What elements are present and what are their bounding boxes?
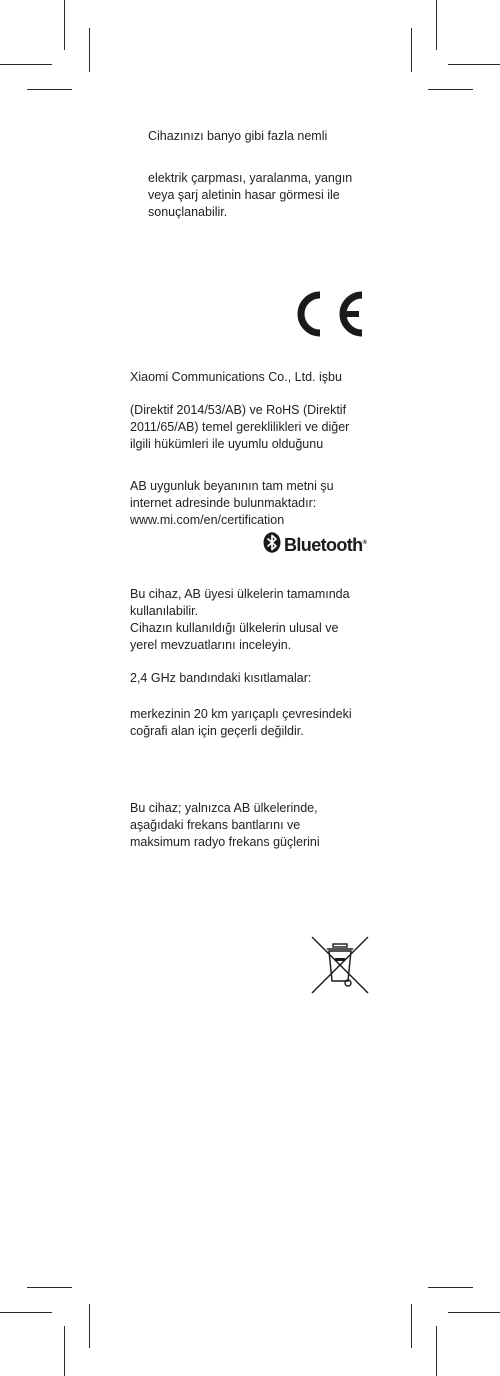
bluetooth-wordmark: Bluetooth® [284,534,367,555]
text-line: merkezinin 20 km yarıçaplı çevresindeki [130,707,352,721]
text-line: Bu cihaz, AB üyesi ülkelerin tamamında [130,587,350,601]
crop-mark [0,64,52,65]
paragraph-humidity-warning [148,128,327,145]
crop-mark [428,1287,473,1288]
bluetooth-logo [263,532,366,558]
text-line: Xiaomi Communications Co., Ltd. işbu [130,370,342,384]
ce-mark-icon [286,288,368,340]
crop-mark [0,1312,52,1313]
certification-link[interactable]: www.mi.com/en/certification [130,513,285,527]
text-line: ilgili hükümleri ile uyumlu olduğunu [130,437,324,451]
text-line: veya şarj aletinin hasar görmesi ile [148,188,340,202]
crop-mark [89,1304,90,1348]
text-line: internet adresinde bulunmaktadır: [130,496,317,510]
text-line: kullanılabilir. [130,604,199,618]
crop-mark [448,64,500,65]
paragraph-manufacturer-declaration [130,369,342,386]
text-line: maksimum radyo frekans güçlerini [130,835,320,849]
paragraph-directive-compliance [130,402,349,453]
crop-mark [428,89,473,90]
crop-mark [436,1326,437,1376]
crop-mark [411,1304,412,1348]
text-line: coğrafi alan için geçerli değildir. [130,724,304,738]
text-line: Cihazınızı banyo gibi fazla nemli [148,129,328,143]
text-line: elektrik çarpması, yaralanma, yangın [148,171,353,185]
bluetooth-logo-icon [263,532,281,558]
crop-mark [27,1287,72,1288]
text-line: 2011/65/AB) temel gereklilikleri ve diğer [130,420,350,434]
text-line: sonuçlanabilir. [148,205,228,219]
crop-mark [27,89,72,90]
text-line: (Direktif 2014/53/AB) ve RoHS (Direktif [130,403,347,417]
paragraph-hazard-consequences [148,170,352,221]
text-line: 2,4 GHz bandındaki kısıtlamalar: [130,671,312,685]
text-line: yerel mevzuatlarını inceleyin. [130,638,292,652]
crop-mark [64,0,65,50]
text-line: Cihazın kullanıldığı ülkelerin ulusal ve [130,621,339,635]
weee-crossed-bin-icon [309,934,371,996]
paragraph-frequency-bands [130,800,320,851]
crop-mark [411,28,412,72]
crop-mark [448,1312,500,1313]
text-line: aşağıdaki frekans bantlarını ve [130,818,301,832]
crop-mark [89,28,90,72]
paragraph-eu-usage [130,586,350,654]
crop-mark [64,1326,65,1376]
text-line: Bu cihaz; yalnızca AB ülkelerinde, [130,801,318,815]
text-line: AB uygunluk beyanının tam metni şu [130,479,334,493]
paragraph-declaration-url [130,478,334,529]
paragraph-geographic-exception [130,706,352,740]
crop-mark [436,0,437,50]
paragraph-band-restrictions [130,670,311,687]
